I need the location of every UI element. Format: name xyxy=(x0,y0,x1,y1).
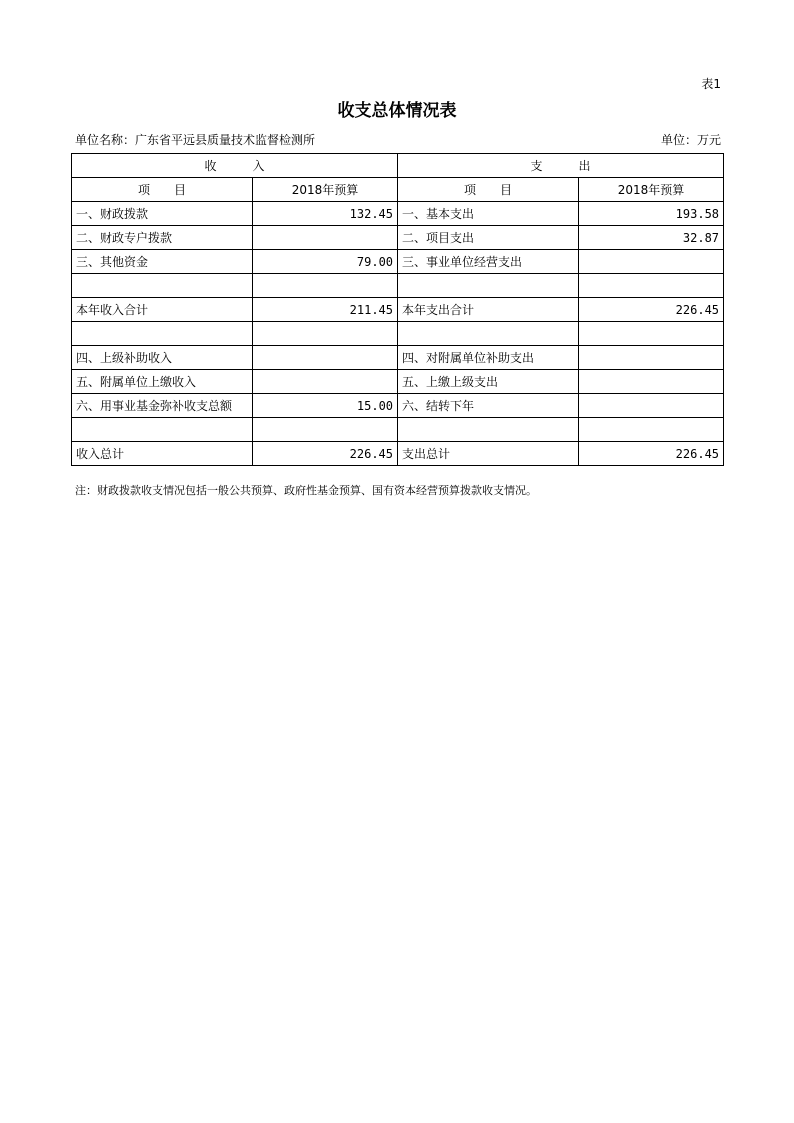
table-row xyxy=(72,418,724,442)
income-value-cell xyxy=(253,274,398,298)
income-value-cell: 79.00 xyxy=(253,250,398,274)
expense-value-cell xyxy=(579,394,724,418)
income-item-cell: 二、财政专户拨款 xyxy=(72,226,253,250)
expense-total-label: 支出总计 xyxy=(398,442,579,466)
expense-subtotal-value: 226.45 xyxy=(579,298,724,322)
income-item-cell: 一、财政拨款 xyxy=(72,202,253,226)
budget-summary-table xyxy=(71,153,724,466)
unit-name-label: 单位名称：广东省平远县质量技术监督检测所 xyxy=(75,133,316,147)
income-value-cell xyxy=(253,346,398,370)
expense-subtotal-label: 本年支出合计 xyxy=(398,298,579,322)
table-row xyxy=(72,226,724,250)
footnote: 注：财政拨款收支情况包括一般公共预算、政府性基金预算、国有资本经营预算拨款收支情况。 xyxy=(75,484,537,497)
expense-item-cell xyxy=(398,322,579,346)
expense-item-cell xyxy=(398,418,579,442)
income-total-value: 226.45 xyxy=(253,442,398,466)
income-value-cell xyxy=(253,322,398,346)
expense-value-cell xyxy=(579,418,724,442)
income-item-cell: 四、上级补助收入 xyxy=(72,346,253,370)
column-header-row xyxy=(72,178,724,202)
expense-item-cell: 五、上缴上级支出 xyxy=(398,370,579,394)
income-subtotal-value: 211.45 xyxy=(253,298,398,322)
table-row xyxy=(72,202,724,226)
income-item-cell: 六、用事业基金弥补收支总额 xyxy=(72,394,253,418)
currency-unit-label: 单位：万元 xyxy=(660,133,721,147)
income-value-cell xyxy=(253,226,398,250)
table-row xyxy=(72,346,724,370)
subtotal-row xyxy=(72,298,724,322)
expense-total-value: 226.45 xyxy=(579,442,724,466)
expense-item-cell: 一、基本支出 xyxy=(398,202,579,226)
income-item-cell xyxy=(72,274,253,298)
expense-value-cell xyxy=(579,346,724,370)
table-row xyxy=(72,322,724,346)
section-header-row xyxy=(72,154,724,178)
income-item-cell xyxy=(72,418,253,442)
grand-total-row xyxy=(72,442,724,466)
page-title: 收支总体情况表 xyxy=(337,101,457,121)
expense-value-cell xyxy=(579,274,724,298)
table-row xyxy=(72,370,724,394)
table-row xyxy=(72,274,724,298)
expense-item-cell: 四、对附属单位补助支出 xyxy=(398,346,579,370)
income-subtotal-label: 本年收入合计 xyxy=(72,298,253,322)
expense-value-cell: 193.58 xyxy=(579,202,724,226)
income-value-cell: 132.45 xyxy=(253,202,398,226)
income-item-header: 项 目 xyxy=(72,178,253,202)
income-item-cell: 五、附属单位上缴收入 xyxy=(72,370,253,394)
expense-value-cell xyxy=(579,322,724,346)
expense-value-cell: 32.87 xyxy=(579,226,724,250)
income-value-cell xyxy=(253,370,398,394)
income-value-cell: 15.00 xyxy=(253,394,398,418)
expense-value-cell xyxy=(579,250,724,274)
income-item-cell: 三、其他资金 xyxy=(72,250,253,274)
table-row xyxy=(72,250,724,274)
expense-budget-header: 2018年预算 xyxy=(579,178,724,202)
expense-item-cell: 三、事业单位经营支出 xyxy=(398,250,579,274)
expense-item-cell xyxy=(398,274,579,298)
income-item-cell xyxy=(72,322,253,346)
table-number: 表1 xyxy=(701,77,721,91)
expense-item-header: 项 目 xyxy=(398,178,579,202)
income-value-cell xyxy=(253,418,398,442)
income-section-header: 收 入 xyxy=(72,154,398,178)
income-total-label: 收入总计 xyxy=(72,442,253,466)
expense-value-cell xyxy=(579,370,724,394)
expense-item-cell: 六、结转下年 xyxy=(398,394,579,418)
expense-item-cell: 二、项目支出 xyxy=(398,226,579,250)
income-budget-header: 2018年预算 xyxy=(253,178,398,202)
table-row xyxy=(72,394,724,418)
expense-section-header: 支 出 xyxy=(398,154,724,178)
